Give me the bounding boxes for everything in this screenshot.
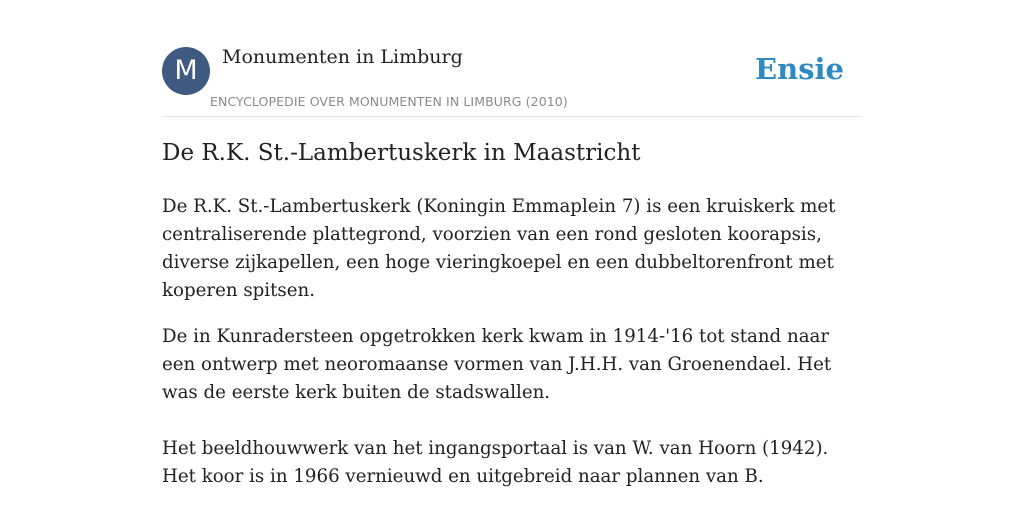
source-avatar[interactable]: M — [162, 47, 210, 95]
article-paragraph: De in Kunradersteen opgetrokken kerk kwam in 1914-'16 tot stand naar een ontwerp met neoromaanse vormen van J.H.H. van Groenendael. Het was de eerste kerk buiten de stadswallen. — [162, 326, 832, 403]
source-header — [162, 46, 862, 117]
article-paragraph: Het beeldhouwwerk van het ingangsportaal is van W. van Hoorn (1942). Het koor is in 1966 vernieuwd en uitgebreid naar plannen van B. — [162, 438, 829, 487]
article-paragraph: De R.K. St.-Lambertuskerk (Koningin Emmaplein 7) is een kruiskerk met centraliserende plattegrond, voorzien van een rond gesloten koorapsis, diverse zijkapellen, een hoge vieringkoepel en een dubbeltorenfront met koperen spitsen. — [162, 196, 836, 301]
ensie-logo[interactable]: Ensie — [755, 52, 844, 86]
source-title[interactable]: Monumenten in Limburg — [222, 46, 463, 68]
article-title: De R.K. St.-Lambertuskerk in Maastricht — [162, 140, 641, 166]
article-body — [162, 193, 862, 509]
source-subtitle: ENCYCLOPEDIE OVER MONUMENTEN IN LIMBURG (2010) — [210, 94, 568, 109]
